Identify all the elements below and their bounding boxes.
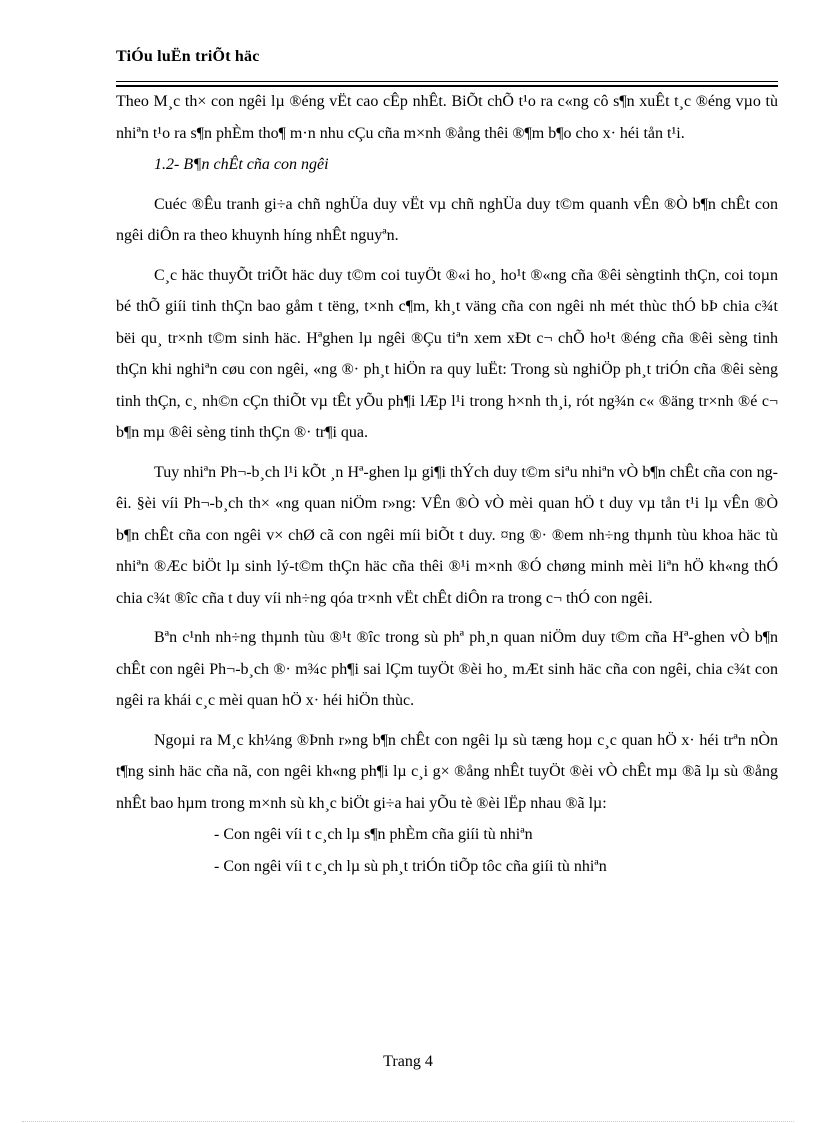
paragraph-continuation: Theo M¸c th× con ngêi lµ ®éng vËt cao cÊp nhÊt. BiÕt chÕ t¹o ra c«ng cô s¶n xuÊt t¸c ®éng vµo tù nhiªn t¹o ra s¶n phÈm tho¶ m·n nhu cÇu cña m×nh ®ång thêi ®¶m b¶o cho x· héi tån t¹i. xyxy=(116,93,778,142)
paragraph: Cuéc ®Êu tranh gi÷a chñ nghÜa duy vËt vµ chñ nghÜa duy t©m quanh vÊn ®Ò b¶n chÊt con ngêi diÔn ra theo khuynh híng nhÊt nguyªn. xyxy=(116,195,778,244)
page-bottom-divider xyxy=(22,1121,794,1122)
document-header-title: TiÓu luËn triÕt häc xyxy=(116,48,260,65)
paragraph: Bªn c¹nh nh÷ng thµnh tùu ®¹t ®îc trong sù phª ph¸n quan niÖm duy t©m cña Hª-ghen vÒ b¶n chÊt con ngêi Ph¬-b¸ch ®· m¾c ph¶i sai lÇm tuyÖt ®èi ho¸ mÆt sinh häc cña con ngêi, chia c¾t con ngêi ra khái c¸c mèi quan hÖ x· héi hiÖn thùc. xyxy=(116,629,778,709)
document-body xyxy=(116,86,778,882)
paragraph: Ngoµi ra M¸c kh¼ng ®Þnh r»ng b¶n chÊt con ngêi lµ sù tæng hoµ c¸c quan hÖ x· héi trªn nÒn t¶ng sinh häc cña nã, con ngêi kh«ng ph¶i lµ c¸i g× ®ång nhÊt tuyÖt ®èi vÒ chÊt mµ ®ã lµ sù ®ång nhÊt bao hµm trong m×nh sù kh¸c biÖt gi÷a hai yÕu tè ®èi lËp nhau ®ã lµ: xyxy=(116,731,778,812)
paragraph: C¸c häc thuyÕt triÕt häc duy t©m coi tuyÖt ®«i ho¸ ho¹t ®«ng cña ®êi sèngtinh thÇn, coi toµn bé thÕ giíi tinh thÇn bao gåm t tëng, t×nh c¶m, kh¸t väng cña con ngêi nh mét thùc thÓ bÞ chia c¾t bëi qu¸ tr×nh t©m sinh häc. Hªghen lµ ngêi ®Çu tiªn xem xÐt c¬ chÕ ho¹t ®éng cña ®êi sèng tinh thÇn khi nghiªn cøu con ngêi, «ng ®· ph¸t hiÖn ra quy luËt: Trong sù nghiÖp ph¸t triÓn cña ®êi sèng tinh thÇn, c¸ nh©n cÇn thiÕt vµ tÊt yÕu ph¶i lÆp l¹i trong h×nh th¸i, rót ng¾n c« ®äng tr×nh ®é c¬ b¶n mµ ®êi sèng tinh thÇn ®· tr¶i qua. xyxy=(116,266,778,441)
list-item: - Con ngêi víi t c¸ch lµ sù ph¸t triÓn tiÕp tôc cña giíi tù nhiªn xyxy=(214,857,607,875)
section-heading: 1.2- B¶n chÊt cña con ngêi xyxy=(154,156,329,173)
list-item: - Con ngêi víi t c¸ch lµ s¶n phÈm cña giíi tù nhiªn xyxy=(214,826,533,843)
page-number: Trang 4 xyxy=(383,1053,433,1070)
paragraph: Tuy nhiªn Ph¬-b¸ch l¹i kÕt ¸n Hª-ghen lµ gi¶i thÝch duy t©m siªu nhiªn vÒ b¶n chÊt cña con ngêi. §èi víi Ph¬-b¸ch th× «ng quan niÖm r»ng: VÊn ®Ò vÒ mèi quan hÖ t duy vµ tån t¹i lµ vÊn ®Ò b¶n chÊt cña con ngêi v× chØ cã con ngêi míi biÕt t duy. ¤ng ®· ®em nh÷ng thµnh tùu khoa häc tù nhiªn ®Æc biÖt lµ sinh lý-t©m thÇn häc cña thêi ®¹i m×nh ®Ó chøng minh mèi liªn hÖ kh«ng thÓ chia c¾t ®îc cña t duy víi nh÷ng qóa tr×nh vËt chÊt diÔn ra trong c¬ thÓ con ngêi. xyxy=(116,463,778,607)
header-rule-thin xyxy=(116,81,778,82)
